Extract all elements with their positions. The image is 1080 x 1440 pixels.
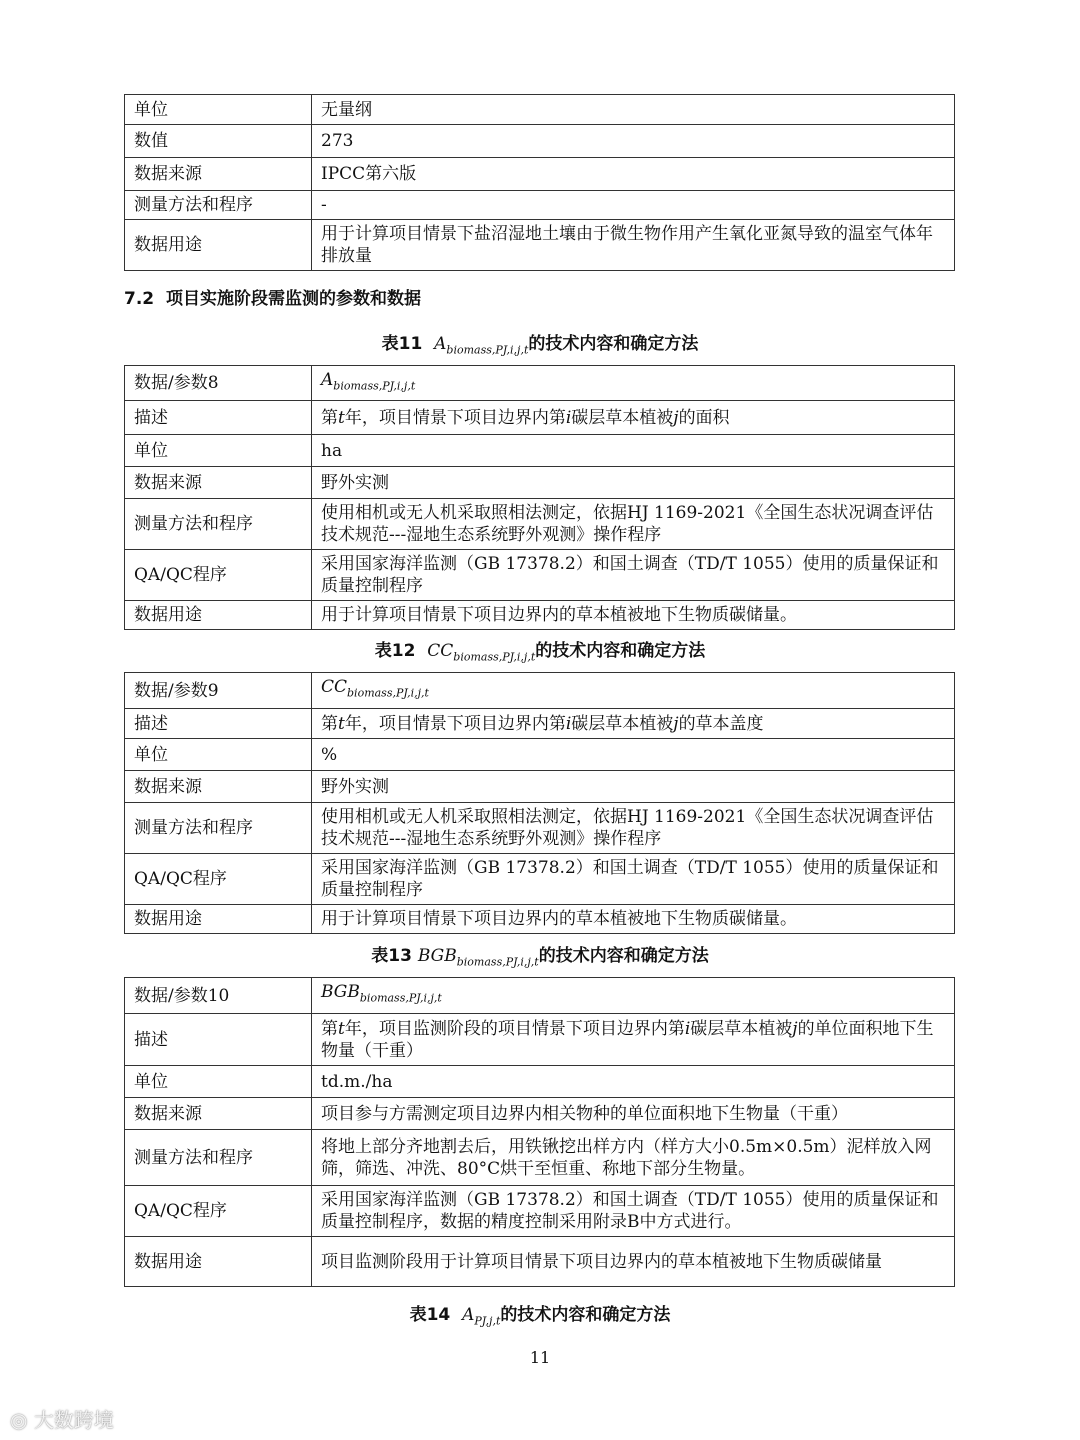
row-label: 测量方法和程序 (125, 803, 312, 854)
formula-subscript: biomass,PJ,i,j,t (359, 991, 442, 1005)
formula-symbol: A (434, 334, 447, 354)
formula-symbol: BGB (417, 946, 457, 966)
table-row (125, 158, 955, 191)
table-13 (124, 977, 955, 1287)
row-label: 数据来源 (125, 1098, 312, 1130)
row-label: 数据/参数10 (125, 978, 312, 1014)
formula-subscript: PJ,j,t (474, 1314, 501, 1328)
row-label: 数据/参数9 (125, 673, 312, 709)
caption-label: 表12 (374, 641, 416, 661)
row-label: 单位 (125, 1066, 312, 1098)
table-row (125, 1098, 955, 1130)
row-value: - (312, 191, 955, 220)
row-value: 采用国家海洋监测（GB 17378.2）和国土调查（TD/T 1055）使用的质量保证和质量控制程序 (312, 854, 955, 905)
section-heading (124, 284, 421, 309)
row-value: IPCC第六版 (312, 158, 955, 191)
table-caption (0, 941, 1080, 968)
section-title: 项目实施阶段需监测的参数和数据 (165, 289, 421, 309)
formula-subscript: biomass,PJ,i,j,t (446, 343, 529, 357)
table-row (125, 1237, 955, 1287)
row-label: QA/QC程序 (125, 854, 312, 905)
table-row (125, 673, 955, 709)
watermark-logo-icon: ◎ (10, 1408, 28, 1432)
row-label: 数据用途 (125, 1237, 312, 1287)
row-value: % (312, 739, 955, 771)
row-value (312, 978, 955, 1014)
row-value: 野外实测 (312, 467, 955, 499)
row-value: 第t年，项目情景下项目边界内第i碳层草本植被j的草本盖度 (312, 709, 955, 739)
table-row (125, 1014, 955, 1066)
caption-text: 的技术内容和确定方法 (528, 334, 699, 354)
row-label: QA/QC程序 (125, 1186, 312, 1237)
row-label: 数据来源 (125, 158, 312, 191)
row-value: td.m./ha (312, 1066, 955, 1098)
table-caption (0, 636, 1080, 663)
table-12 (124, 672, 955, 934)
row-label: QA/QC程序 (125, 550, 312, 601)
table-row (125, 191, 955, 220)
caption-label: 表13 (371, 946, 412, 966)
row-label: 测量方法和程序 (125, 499, 312, 550)
caption-label: 表14 (409, 1305, 451, 1325)
formula-symbol: CC (427, 641, 454, 661)
caption-text: 的技术内容和确定方法 (535, 641, 706, 661)
formula-subscript: biomass,PJ,i,j,t (456, 955, 539, 969)
table-row (125, 550, 955, 601)
row-value: 无量纲 (312, 95, 955, 125)
row-label: 数值 (125, 125, 312, 158)
row-label: 数据/参数8 (125, 366, 312, 401)
row-label: 单位 (125, 739, 312, 771)
row-label: 数据来源 (125, 467, 312, 499)
table-row (125, 854, 955, 905)
row-label: 数据用途 (125, 601, 312, 630)
row-value: 采用国家海洋监测（GB 17378.2）和国土调查（TD/T 1055）使用的质量保证和质量控制程序，数据的精度控制采用附录B中方式进行。 (312, 1186, 955, 1237)
formula-symbol: A (321, 370, 334, 390)
page-number: 11 (529, 1348, 551, 1367)
caption-text: 的技术内容和确定方法 (500, 1305, 671, 1325)
table-row (125, 220, 955, 271)
table-11 (124, 365, 955, 630)
section-number: 7.2 (124, 289, 155, 309)
row-value: 用于计算项目情景下盐沼湿地土壤由于微生物作用产生氧化亚氮导致的温室气体年排放量 (312, 220, 955, 271)
table-row (125, 771, 955, 803)
table-row (125, 709, 955, 739)
table-caption (0, 329, 1080, 356)
row-label: 描述 (125, 401, 312, 435)
table-row (125, 467, 955, 499)
formula-symbol: A (462, 1305, 475, 1325)
table-n2o-gwp (124, 94, 955, 271)
row-label: 数据来源 (125, 771, 312, 803)
table-caption (0, 1300, 1080, 1327)
row-label: 单位 (125, 95, 312, 125)
formula-symbol: BGB (321, 982, 360, 1003)
row-value: 野外实测 (312, 771, 955, 803)
table-row (125, 95, 955, 125)
table-row (125, 1066, 955, 1098)
row-label: 测量方法和程序 (125, 1130, 312, 1186)
row-value: 项目参与方需测定项目边界内相关物种的单位面积地下生物量（干重） (312, 1098, 955, 1130)
row-value: 使用相机或无人机采取照相法测定，依据HJ 1169-2021《全国生态状况调查评估技术规范---湿地生态系统野外观测》操作程序 (312, 803, 955, 854)
row-value: ha (312, 435, 955, 467)
row-label: 数据用途 (125, 220, 312, 271)
table-row (125, 905, 955, 934)
caption-text: 的技术内容和确定方法 (538, 946, 709, 966)
row-value: 第t年，项目情景下项目边界内第i碳层草本植被j的面积 (312, 401, 955, 435)
formula-subscript: biomass,PJ,i,j,t (347, 686, 429, 700)
table-row (125, 601, 955, 630)
table-row (125, 803, 955, 854)
row-value: 项目监测阶段用于计算项目情景下项目边界内的草本植被地下生物质碳储量 (312, 1237, 955, 1287)
row-value: 用于计算项目情景下项目边界内的草本植被地下生物质碳储量。 (312, 601, 955, 630)
row-label: 数据用途 (125, 905, 312, 934)
row-label: 单位 (125, 435, 312, 467)
watermark-text: 大数跨境 (33, 1408, 114, 1432)
table-row (125, 1130, 955, 1186)
table-row (125, 978, 955, 1014)
row-value (312, 366, 955, 401)
row-label: 测量方法和程序 (125, 191, 312, 220)
table-row (125, 739, 955, 771)
row-value: 第t年，项目监测阶段的项目情景下项目边界内第i碳层草本植被j的单位面积地下生物量（干重） (312, 1014, 955, 1066)
formula-symbol: CC (321, 677, 348, 698)
formula-subscript: biomass,PJ,i,j,t (453, 650, 536, 664)
row-value: 使用相机或无人机采取照相法测定，依据HJ 1169-2021《全国生态状况调查评估技术规范---湿地生态系统野外观测》操作程序 (312, 499, 955, 550)
watermark (10, 1404, 114, 1433)
formula-subscript: biomass,PJ,i,j,t (333, 379, 416, 393)
row-value: 将地上部分齐地割去后，用铁锹挖出样方内（样方大小0.5m×0.5m）泥样放入网筛，筛选、冲洗、80°C烘干至恒重、称地下部分生物量。 (312, 1130, 955, 1186)
table-row (125, 401, 955, 435)
row-value: 273 (312, 125, 955, 158)
row-value: 用于计算项目情景下项目边界内的草本植被地下生物质碳储量。 (312, 905, 955, 934)
caption-label: 表11 (381, 334, 423, 354)
table-row (125, 1186, 955, 1237)
row-label: 描述 (125, 1014, 312, 1066)
row-value: 采用国家海洋监测（GB 17378.2）和国土调查（TD/T 1055）使用的质量保证和质量控制程序 (312, 550, 955, 601)
row-value (312, 673, 955, 709)
table-row (125, 125, 955, 158)
table-row (125, 499, 955, 550)
table-row (125, 366, 955, 401)
row-label: 描述 (125, 709, 312, 739)
table-row (125, 435, 955, 467)
